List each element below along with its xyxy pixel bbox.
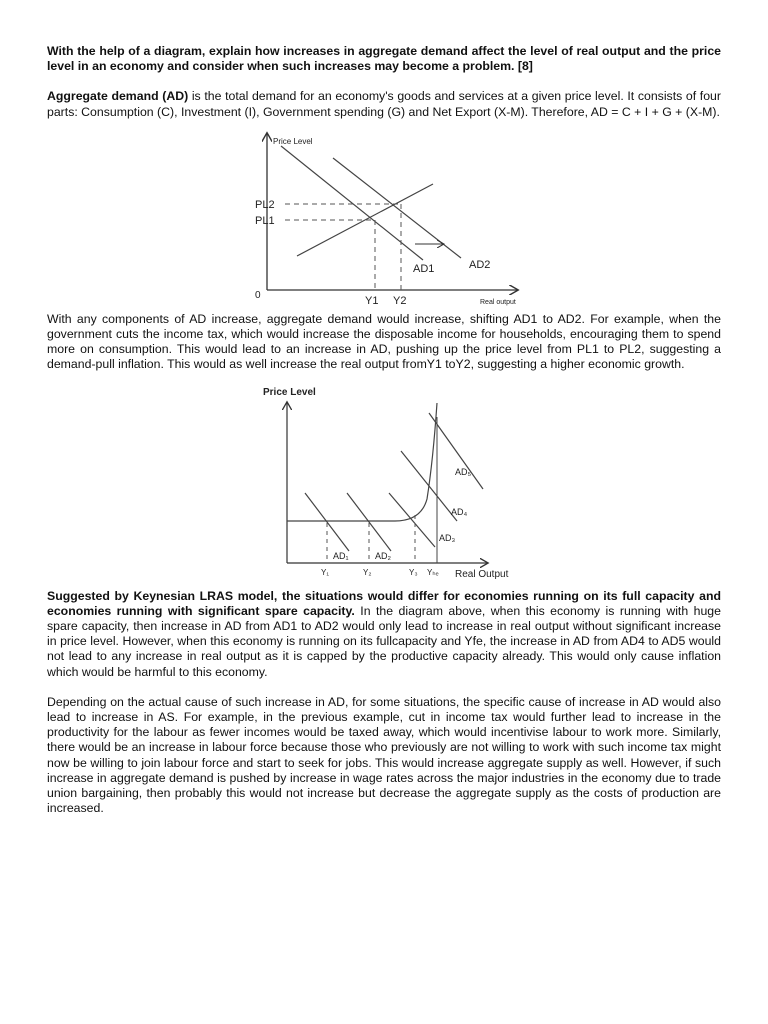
ad1-curve [281, 146, 423, 260]
y-axis-label: Price Level [263, 386, 316, 398]
question-heading: With the help of a diagram, explain how increases in aggregate demand affect the level of real output and the price level in an economy and consider when such increases may become a problem. [8] [47, 44, 721, 74]
y3-label: Y₃ [409, 567, 418, 577]
origin-label: 0 [255, 289, 261, 301]
paragraph-keynesian-text: In the diagram above, when this economy is running with huge spare capacity, then increase in AD from AD1 to AD2 would only lead to increase in real output without significant increase in price level. However, when this economy is running on its fullcapacity and Yfe, the increase in AD from AD4 to AD5 would not lead to any increase in real output as it is capped by the productive capacity already. This would only cause inflation which would be harmful to this economy. [47, 603, 721, 679]
ad4-label: AD₄ [451, 506, 468, 517]
pl1-label: PL1 [255, 214, 275, 227]
ad-shift-diagram [255, 130, 575, 310]
lras-curve [287, 403, 437, 521]
x-axis-label: Real output [480, 298, 516, 306]
ad1-label: AD1 [413, 262, 435, 275]
paragraph-keynesian [47, 589, 721, 680]
pl2-label: PL2 [255, 198, 275, 211]
x-axis-label: Real Output [455, 568, 509, 580]
definition-paragraph [47, 89, 721, 119]
document-page [47, 44, 721, 816]
ad4-curve [401, 451, 457, 521]
paragraph-keynesian-bold: Suggested by Keynesian LRAS model, the situations would differ for economies running on its full capacity and economies running with significant spare capacity. [47, 588, 721, 618]
ad2-label: AD2 [469, 258, 491, 271]
ad3-curve [389, 493, 435, 547]
yfe-label: Yₕₑ [427, 567, 439, 577]
paragraph-ad-shift: With any components of AD increase, aggregate demand would increase, shifting AD1 to AD2. For example, when the government cuts the income tax, which would increase the disposable income for households, encouraging them to spend more on consumption. This would lead to an increase in AD, pushing up the price level from PL1 to PL2, suggesting a demand-pull inflation. This would as well increase the real output fromY1 toY2, suggesting a higher economic growth. [47, 311, 721, 372]
paragraph-aggregate-supply: Depending on the actual cause of such increase in AD, for some situations, the specific cause of increase in AD would also lead to increase in AS. For example, in the previous example, cut in income tax would further lead to increase in the productivity for the labour as fewer incomes would be taxed away, which would incentivise labour to work more. Similarly, there would be an increase in labour force because those who previously are not willing to work with such income tax might now be willing to join labour force and start to seek for jobs. This would increase aggregate supply as well. However, if such increase in aggregate demand is pushed by increase in wage rates across the major industries in the economy due to trade union bargaining, then probably this would not increase but decrease the aggregate supply as the costs of production are increased. [47, 694, 721, 816]
ad2-label: AD₂ [375, 550, 391, 561]
ad2-curve [333, 158, 461, 258]
keynesian-lras-diagram [263, 381, 583, 581]
ad1-label: AD₁ [333, 550, 349, 561]
y-axis-label: Price Level [273, 136, 313, 146]
definition-text: is the total demand for an economy's goods and services at a given price level. It consists of four parts: Consumption (C), Investment (I), Government spending (G) and Net Export (X-M). Therefore, AD = C + I + G + (X-M). [47, 89, 721, 119]
ad5-label: AD₅ [455, 466, 472, 477]
y1-label: Y1 [365, 294, 379, 307]
ad3-label: AD₃ [439, 532, 456, 543]
y2-label: Y2 [393, 294, 407, 307]
y1-label: Y₁ [321, 567, 330, 577]
definition-term: Aggregate demand (AD) [47, 89, 189, 104]
y2-label: Y₂ [363, 567, 372, 577]
